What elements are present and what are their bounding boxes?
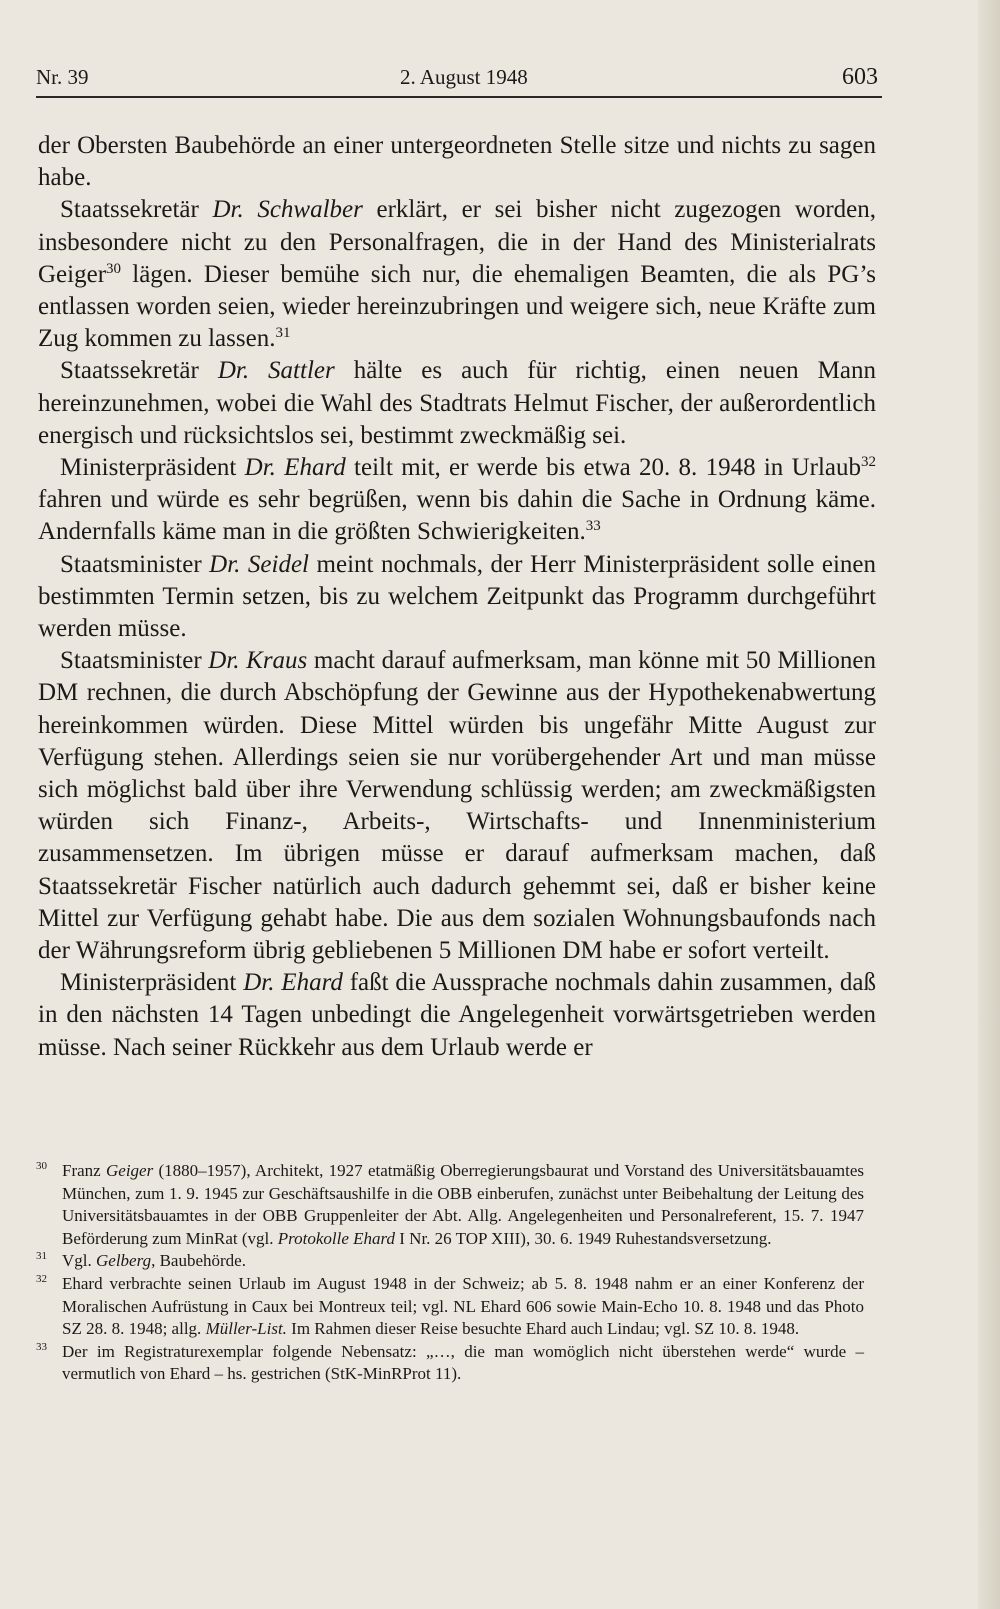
text-run: Im Rahmen dieser Reise besuchte Ehard auch Lindau; vgl. SZ 10. 8. 1948. — [286, 1319, 800, 1339]
running-header — [36, 64, 880, 96]
main-text — [38, 130, 876, 1064]
footnote-number: 33 — [36, 1340, 47, 1353]
text-run: hälte es auch für richtig, einen neuen Mann hereinzunehmen, wobei die Wahl des Stadtrats Helmut Fischer, der außerordentlich energisch und rücksichtslos sei, bestimmt zweckmäßig sei. — [38, 357, 876, 449]
text-run: lägen. Dieser bemühe sich nur, die ehemaligen Beamten, die als PG’s entlassen worden seien, wieder hereinzubringen und weigere sich, neue Kräfte zum Zug kommen zu lassen. — [38, 260, 876, 353]
body-paragraph — [38, 452, 876, 549]
text-run: Staatssekretär — [60, 357, 218, 385]
italic-text: Geiger — [106, 1161, 154, 1180]
italic-text: Müller-List. — [205, 1319, 287, 1339]
footnote — [36, 1250, 864, 1273]
text-run: (1880–1957), Architekt, 1927 etatmäßig Oberregierungsbaurat und Vorstand des Universitätsbauamtes München, zum 1. 9. 1945 zur Geschäftsaushilfe in die OBB einberufen, zunächst unter Beibehaltung der Leitung des Universitätsbauamtes in der OBB Gruppenleiter der Abt. Allg. Angelegenheiten und Personalreferent, 15. 7. 1947 Beförderung zum MinRat (vgl. — [62, 1161, 864, 1248]
page-edge-shadow — [978, 0, 1000, 1609]
text-run: Ministerpräsident — [60, 969, 244, 997]
footnotes — [36, 1160, 864, 1386]
footnote-number: 30 — [36, 1160, 47, 1172]
page-number: 603 — [842, 64, 878, 90]
body-paragraph — [38, 130, 876, 194]
text-run: Der im Registraturexemplar folgende Nebensatz: „…, die man womöglich nicht überstehen werde“ wurde – vermutlich von Ehard – hs. gestrichen (StK-MinRProt 11). — [62, 1341, 864, 1384]
text-run: , Baubehörde. — [151, 1251, 246, 1271]
text-run: I Nr. 26 TOP XIII), 30. 6. 1949 Ruhestandsversetzung. — [395, 1228, 772, 1248]
body-paragraph — [38, 355, 876, 452]
header-rule — [36, 96, 882, 98]
text-run: Staatssekretär — [60, 196, 213, 224]
text-run: meint nochmals, der Herr Ministerpräsident solle einen bestimmten Termin setzen, bis zu welchem Zeitpunkt das Programm durchgeführt werden müsse. — [38, 550, 876, 643]
footnote-reference: 31 — [275, 325, 291, 342]
text-run: Staatsminister — [60, 647, 209, 675]
italic-text: Gelberg — [96, 1251, 152, 1271]
footnote-reference: 33 — [585, 518, 601, 535]
text-run: Staatsminister — [60, 550, 210, 578]
header-date: 2. August 1948 — [400, 65, 528, 89]
italic-text: Dr. Ehard — [243, 969, 343, 997]
footnote-number: 32 — [36, 1272, 47, 1285]
body-paragraph — [38, 645, 876, 967]
text-run: fahren und würde es sehr begrüßen, wenn bis dahin die Sache in Ordnung käme. Andernfalls käme man in die größten Schwierigkeiten. — [38, 486, 876, 546]
footnote — [36, 1160, 864, 1250]
italic-text: Dr. Sattler — [217, 357, 335, 385]
italic-text: Protokolle Ehard — [277, 1228, 396, 1248]
text-run: erklärt, er sei bisher nicht zugezogen worden, insbesondere nicht zu den Personalfragen, die in der Hand des Ministerialrats Geiger — [38, 196, 876, 288]
text-run: Franz — [62, 1161, 106, 1180]
footnote-reference: 30 — [106, 260, 122, 277]
footnote-number: 31 — [36, 1250, 47, 1263]
text-run: teilt mit, er werde bis etwa 20. 8. 1948 in Urlaub — [345, 454, 862, 482]
body-paragraph — [38, 967, 876, 1064]
text-run: Ministerpräsident — [60, 454, 245, 482]
body-paragraph — [38, 194, 876, 355]
document-number: Nr. 39 — [36, 65, 89, 89]
body-paragraph — [38, 549, 876, 646]
footnote — [36, 1273, 864, 1341]
text-run: Vgl. — [62, 1251, 96, 1271]
footnote — [36, 1341, 864, 1386]
italic-text: Dr. Schwalber — [212, 196, 363, 224]
text-run: faßt die Aussprache nochmals dahin zusammen, daß in den nächsten 14 Tagen unbedingt die Angelegenheit vorwärtsgetrieben werden müsse. Nach seiner Rückkehr aus dem Urlaub werde er — [38, 969, 876, 1061]
italic-text: Dr. Seidel — [209, 550, 310, 578]
italic-text: Dr. Kraus — [208, 647, 308, 675]
text-run: macht darauf aufmerksam, man könne mit 50 Millionen DM rechnen, die durch Abschöpfung der Gewinne aus der Hypothekenabwertung hereinkommen würden. Diese Mittel würden bis ungefähr Mitte August zur Verfügung stehen. Allerdings seien sie nur vorübergehender Art und man müsse sich möglichst bald über ihre Verwendung schlüssig werden; am zweckmäßigsten würden sich Finanz-, Arbeits-, Wirtschafts- und Innenministerium zusammensetzen. Im übrigen müsse er darauf aufmerksam machen, daß Staatssekretär Fischer natürlich auch dadurch gehemmt sei, daß er bisher keine Mittel zur Verfügung gehabt habe. Die aus dem sozialen Wohnungsbaufonds nach der Währungsreform übrig gebliebenen 5 Millionen DM habe er sofort verteilt. — [38, 647, 876, 965]
text-run: der Obersten Baubehörde an einer untergeordneten Stelle sitze und nichts zu sagen habe. — [38, 132, 876, 192]
text-run: Ehard verbrachte seinen Urlaub im August 1948 in der Schweiz; ab 5. 8. 1948 nahm er an einer Konferenz der Moralischen Aufrüstung in Caux bei Montreux teil; vgl. NL Ehard 606 sowie Main-Echo 10. 8. 1948 und das Photo SZ 28. 8. 1948; allg. — [62, 1273, 864, 1339]
footnote-reference: 32 — [861, 454, 877, 471]
italic-text: Dr. Ehard — [244, 454, 346, 482]
